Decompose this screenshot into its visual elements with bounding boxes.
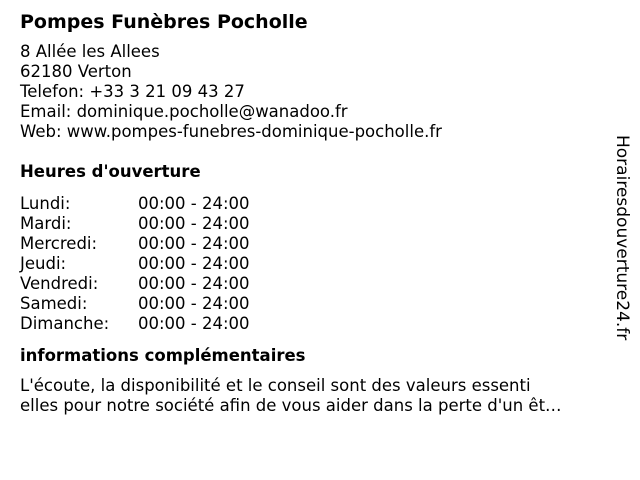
phone-text: Telefon: +33 3 21 09 43 27 <box>20 82 245 101</box>
hours-row-lundi <box>20 194 600 214</box>
hours-value: 00:00 - 24:00 <box>138 234 250 253</box>
hours-value: 00:00 - 24:00 <box>138 314 250 333</box>
day-label: Mercredi: <box>20 234 98 253</box>
hours-row-jeudi <box>20 254 600 274</box>
hours-row-samedi <box>20 294 600 314</box>
day-label: Dimanche: <box>20 314 110 333</box>
hours-value: 00:00 - 24:00 <box>138 254 250 273</box>
website-text: Web: www.pompes-funebres-dominique-pocholle.fr <box>20 122 442 141</box>
day-label: Mardi: <box>20 214 72 233</box>
day-label: Vendredi: <box>20 274 99 293</box>
contact-block <box>20 42 600 142</box>
hours-value: 00:00 - 24:00 <box>138 214 250 233</box>
hours-value: 00:00 - 24:00 <box>138 194 250 213</box>
info-line-2: elles pour notre société afin de vous aider dans la perte d'un êt… <box>20 396 562 415</box>
additional-info-heading: informations complémentaires <box>20 346 306 365</box>
business-name: Pompes Funèbres Pocholle <box>20 11 308 33</box>
hours-row-vendredi <box>20 274 600 294</box>
hours-row-mardi <box>20 214 600 234</box>
hours-row-dimanche <box>20 314 600 334</box>
site-watermark: Horairesdouverture24.fr <box>612 135 632 341</box>
hours-value: 00:00 - 24:00 <box>138 294 250 313</box>
info-line-1: L'écoute, la disponibilité et le conseil sont des valeurs essenti <box>20 376 531 395</box>
email-text: Email: dominique.pocholle@wanadoo.fr <box>20 102 348 121</box>
additional-info-text <box>20 376 600 416</box>
address-line-2: 62180 Verton <box>20 62 132 81</box>
address-line-1: 8 Allée les Allees <box>20 42 160 61</box>
day-label: Samedi: <box>20 294 88 313</box>
hours-value: 00:00 - 24:00 <box>138 274 250 293</box>
opening-hours-heading: Heures d'ouverture <box>20 162 201 181</box>
day-label: Lundi: <box>20 194 71 213</box>
day-label: Jeudi: <box>20 254 67 273</box>
business-card <box>20 10 600 416</box>
hours-row-mercredi <box>20 234 600 254</box>
opening-hours-list <box>20 194 600 334</box>
